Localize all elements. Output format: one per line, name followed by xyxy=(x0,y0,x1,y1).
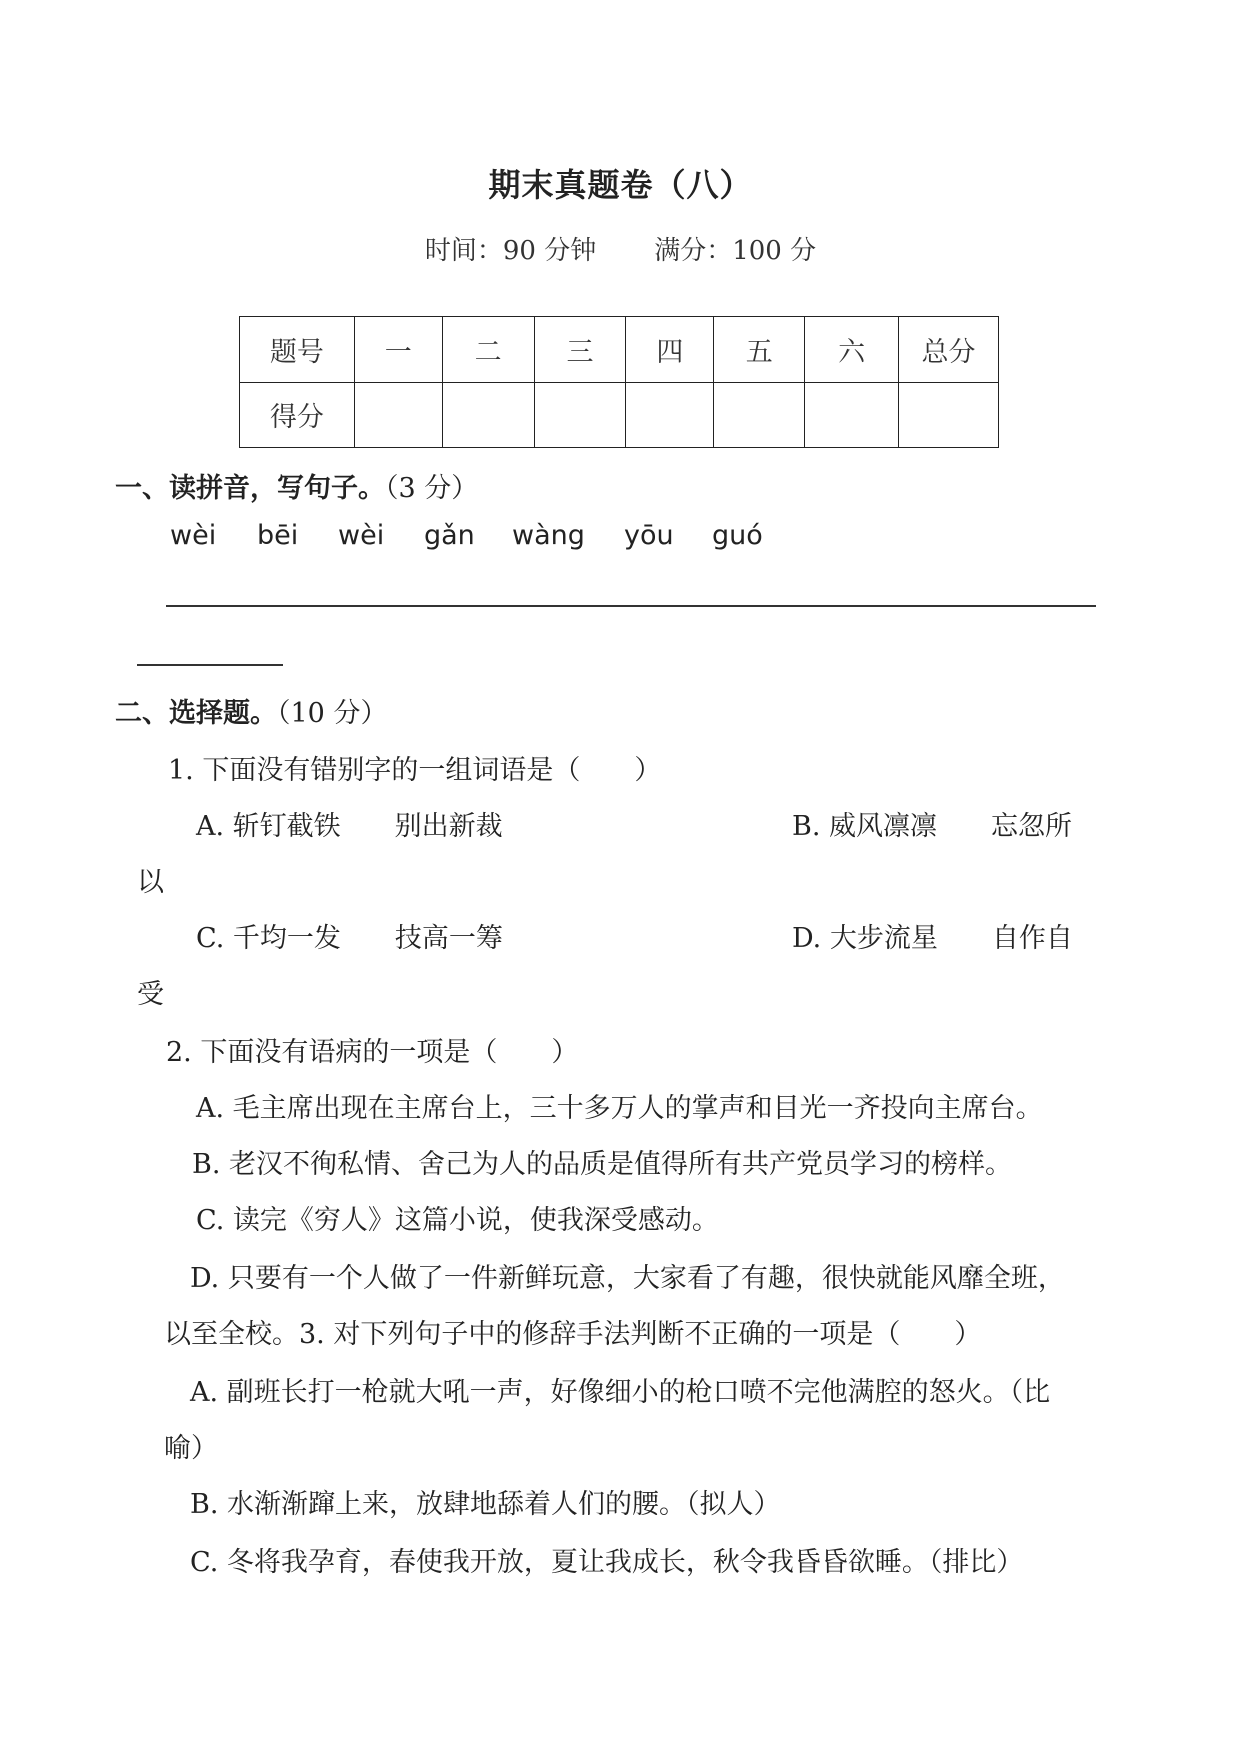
question-1-option-c: C. 千均一发 技高一筹 xyxy=(196,923,503,954)
pinyin-syllable: wèi xyxy=(338,520,385,551)
score-cell xyxy=(626,382,714,448)
question-2-option-d-continued: 以至全校。3. 对下列句子中的修辞手法判断不正确的一项是（ ） xyxy=(164,1319,982,1350)
section-2-heading xyxy=(115,691,387,730)
question-1-stem: 1. 下面没有错别字的一组词语是（ ） xyxy=(168,755,662,786)
question-2-stem: 2. 下面没有语病的一项是（ ） xyxy=(166,1037,579,1068)
question-1-option-b: B. 威风凛凛 忘忽所 xyxy=(792,811,1073,842)
question-1-option-d: D. 大步流星 自作自 xyxy=(792,923,1073,954)
score-table-header-cell: 一 xyxy=(354,317,442,383)
score-table-header-cell: 四 xyxy=(626,317,714,383)
time-limit: 时间：90 分钟 xyxy=(424,236,597,266)
score-cell xyxy=(534,382,626,448)
pinyin-syllable: bēi xyxy=(257,520,299,551)
section-2-points: （10 分） xyxy=(277,698,388,729)
pinyin-syllable: gǎn xyxy=(424,520,475,551)
question-2-option-a: A. 毛主席出现在主席台上，三十多万人的掌声和目光一齐投向主席台。 xyxy=(196,1093,1043,1124)
question-2-option-d: D. 只要有一个人做了一件新鲜玩意，大家看了有趣，很快就能风靡全班， xyxy=(190,1263,1065,1294)
question-1-option-a: A. 斩钉截铁 别出新裁 xyxy=(196,811,503,842)
score-row-label: 得分 xyxy=(240,382,355,448)
question-2-option-b: B. 老汉不徇私情、舍己为人的品质是值得所有共产党员学习的榜样。 xyxy=(192,1149,1013,1180)
full-score: 满分：100 分 xyxy=(654,236,817,266)
question-3-option-a: A. 副班长打一枪就大吼一声，好像细小的枪口喷不完他满腔的怒火。（比 xyxy=(190,1377,1051,1408)
score-table-header-cell: 二 xyxy=(442,317,534,383)
score-table xyxy=(239,316,999,448)
score-table-header-cell: 三 xyxy=(534,317,626,383)
page-title: 期末真题卷（八） xyxy=(488,166,753,204)
section-1-heading xyxy=(115,466,478,505)
question-1-option-b-continued: 以 xyxy=(137,867,164,898)
pinyin-syllable: guó xyxy=(712,520,763,551)
score-cell xyxy=(714,382,805,448)
score-cell xyxy=(805,382,899,448)
pinyin-syllable: wàng xyxy=(512,520,585,551)
section-2-title: 二、选择题。 xyxy=(115,698,277,729)
score-cell xyxy=(899,382,999,448)
score-table-score-row xyxy=(240,382,999,448)
score-table-header-cell: 题号 xyxy=(240,317,355,383)
score-table-header-cell: 六 xyxy=(805,317,899,383)
question-2-option-c: C. 读完《穷人》这篇小说，使我深受感动。 xyxy=(196,1205,719,1236)
pinyin-syllable: yōu xyxy=(624,520,674,551)
score-table-header-cell: 总分 xyxy=(899,317,999,383)
section-1-points: （3 分） xyxy=(385,473,479,504)
question-3-option-c: C. 冬将我孕育，春使我开放，夏让我成长，秋令我昏昏欲睡。（排比） xyxy=(190,1547,1024,1578)
score-cell xyxy=(442,382,534,448)
section-1-title: 一、读拼音，写句子。 xyxy=(115,473,385,504)
score-table-header-cell: 五 xyxy=(714,317,805,383)
pinyin-syllable: wèi xyxy=(170,520,217,551)
answer-line xyxy=(137,664,283,666)
score-cell xyxy=(354,382,442,448)
score-table-header-row xyxy=(240,317,999,383)
question-3-option-a-continued: 喻） xyxy=(164,1433,218,1464)
answer-line xyxy=(166,605,1096,607)
exam-info xyxy=(0,230,1241,267)
question-1-option-d-continued: 受 xyxy=(137,979,164,1010)
question-3-option-b: B. 水渐渐蹿上来，放肆地舔着人们的腰。（拟人） xyxy=(190,1489,781,1520)
